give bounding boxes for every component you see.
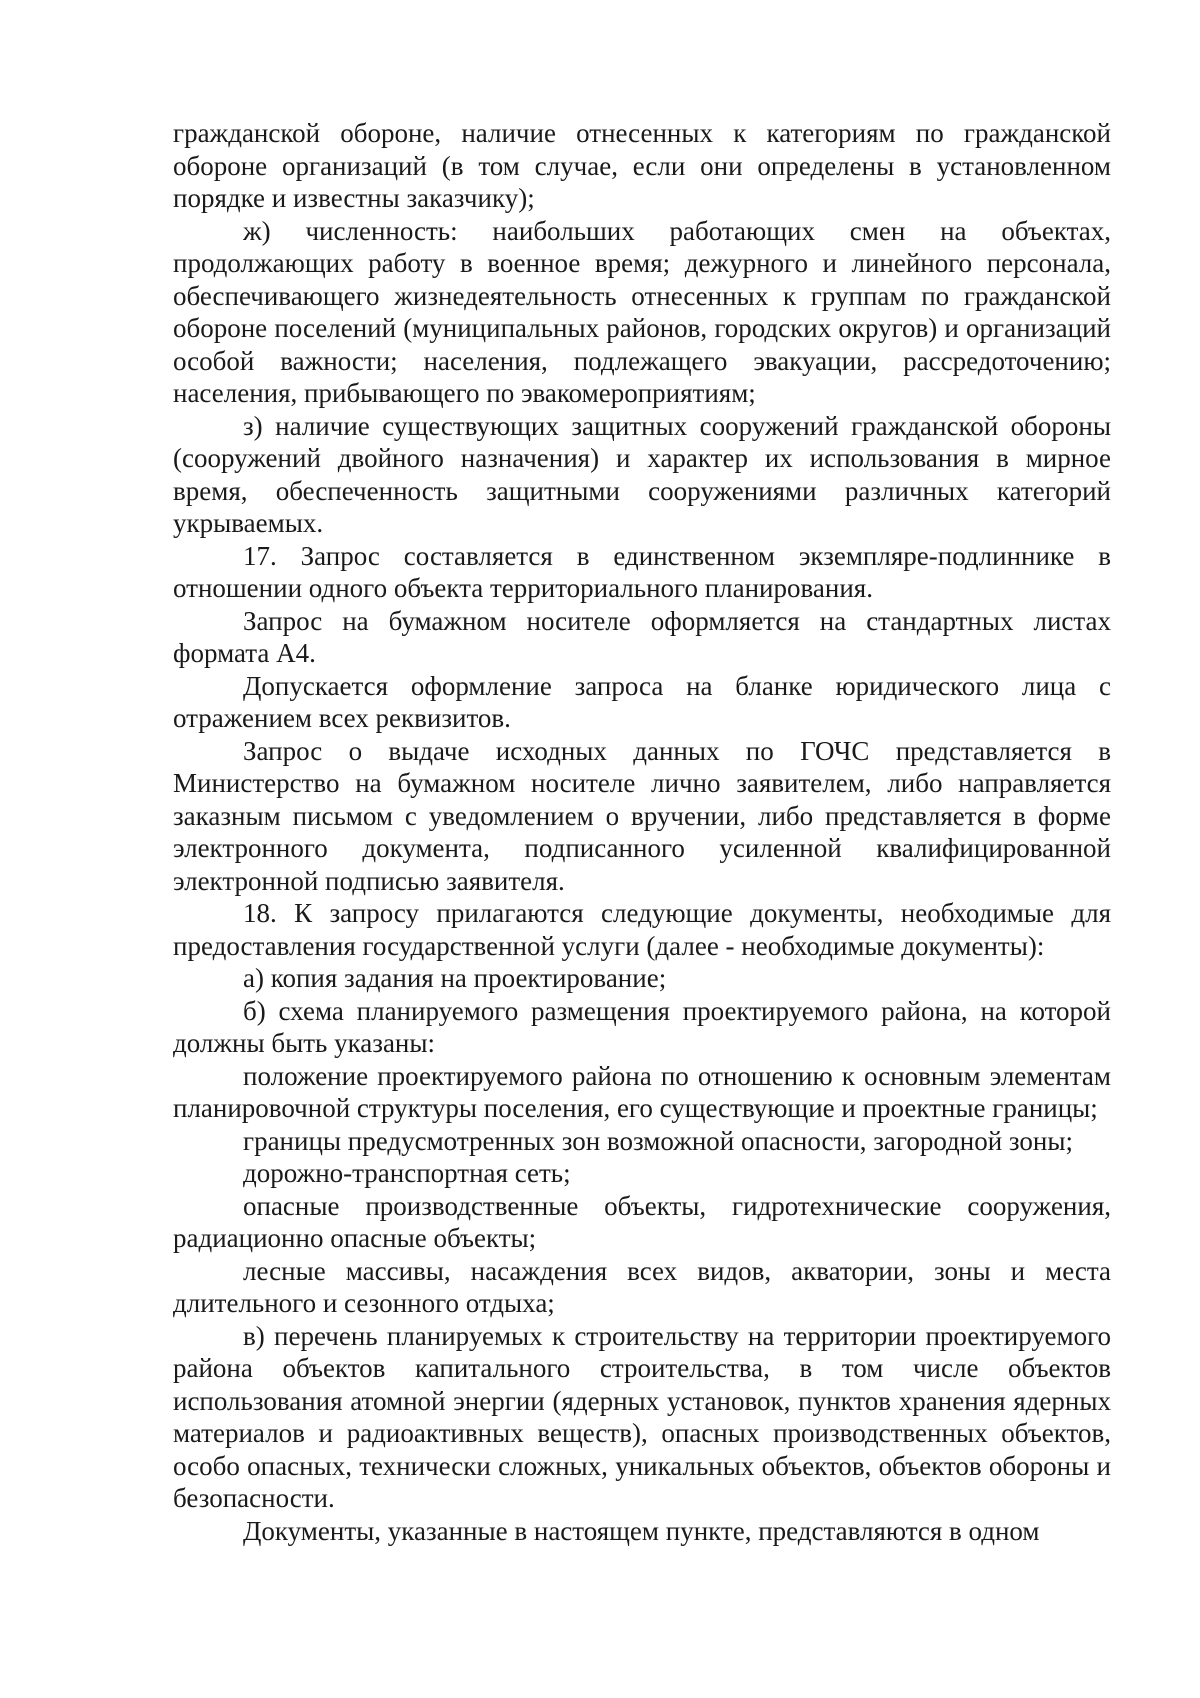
paragraph-z: з) наличие существующих защитных сооружений гражданской обороны (сооружений двойного назначения) и характер их использования в мирное время, обеспеченность защитными сооружениями различных категорий укрываемых. [173,410,1111,538]
paragraph-letterhead: Допускается оформление запроса на бланке юридического лица с отражением всех реквизитов. [173,670,1111,733]
paragraph-b-zones: границы предусмотренных зон возможной опасности, загородной зоны; [243,1125,1074,1156]
document-body [173,117,1111,1547]
paragraph-b-hazards: опасные производственные объекты, гидротехнические сооружения, радиационно опасные объекты; [173,1190,1111,1253]
paragraph-documents: Документы, указанные в настоящем пункте, представляются в одном [243,1515,1040,1546]
paragraph-paper-format: Запрос на бумажном носителе оформляется на стандартных листах формата А4. [173,605,1111,668]
paragraph-continuation: гражданской обороне, наличие отнесенных к категориям по гражданской обороне организаций (в том случае, если они определены в установленном порядке и известны заказчику); [173,118,1111,213]
paragraph-b-roads: дорожно-транспортная сеть; [243,1158,571,1188]
paragraph-zh: ж) численность: наибольших работающих смен на объектах, продолжающих работу в военное время; дежурного и линейного персонала, обеспечивающего жизнедеятельность отнесенных к группам по гражданской обороне поселений (муниципальных районов, городских округов) и организаций особой важности; населения, подлежащего эвакуации, рассредоточению; населения, прибывающего по эвакомероприятиям; [173,215,1111,408]
paragraph-b-position: положение проектируемого района по отношению к основным элементам планировочной структуры поселения, его существующие и проектные границы; [173,1060,1111,1123]
paragraph-17: 17. Запрос составляется в единственном экземпляре-подлиннике в отношении одного объекта территориального планирования. [173,540,1111,603]
paragraph-b-forests: лесные массивы, насаждения всех видов, акватории, зоны и места длительного и сезонного отдыха; [173,1255,1111,1318]
paragraph-b: б) схема планируемого размещения проектируемого района, на которой должны быть указаны: [173,995,1111,1058]
paragraph-submission: Запрос о выдаче исходных данных по ГОЧС представляется в Министерство на бумажном носителе лично заявителем, либо направляется заказным письмом с уведомлением о вручении, либо представляется в форме электронного документа, подписанного усиленной квалифицированной электронной подписью заявителя. [173,735,1111,896]
paragraph-a: а) копия задания на проектирование; [243,963,667,993]
paragraph-v: в) перечень планируемых к строительству на территории проектируемого района объектов капитального строительства, в том числе объектов использования атомной энергии (ядерных установок, пунктов хранения ядерных материалов и радиоактивных веществ), опасных производственных объектов, особо опасных, технически сложных, уникальных объектов, объектов обороны и безопасности. [173,1320,1111,1513]
paragraph-18: 18. К запросу прилагаются следующие документы, необходимые для предоставления государственной услуги (далее - необходимые документы): [173,898,1111,961]
